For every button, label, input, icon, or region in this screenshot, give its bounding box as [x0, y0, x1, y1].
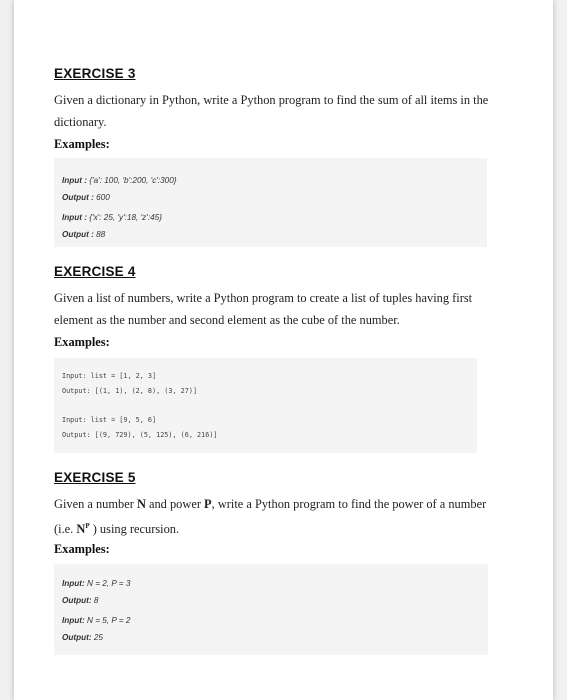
exercise-3-example-1-input: Input : {'a': 100, 'b':200, 'c':300}	[62, 176, 177, 185]
exercise-5-example-2-output: Output: 25	[62, 633, 103, 642]
exercise-4-description: Given a list of numbers, write a Python program to create a list of tuples having first element as the number and second element as the cube of the number.	[54, 291, 473, 327]
exercise-4-example-2-input: Input: list = [9, 5, 6]	[62, 416, 157, 424]
exercise-4-examples-box	[54, 358, 477, 453]
exercise-5-example-1-input: Input: N = 2, P = 3	[62, 579, 131, 588]
exercise-3-title: EXERCISE 3	[54, 66, 136, 81]
exercise-5-example-1-output: Output: 8	[62, 596, 99, 605]
exercise-3-example-2-output: Output : 88	[62, 230, 106, 239]
exercise-4-example-1-input: Input: list = [1, 2, 3]	[62, 372, 157, 380]
exercise-3-examples-label: Examples:	[54, 137, 110, 151]
exercise-4-example-1-output: Output: [(1, 1), (2, 8), (3, 27)]	[62, 387, 198, 395]
exercise-3-description: Given a dictionary in Python, write a Python program to find the sum of all items in the dictionary.	[54, 93, 489, 129]
exercise-5-title: EXERCISE 5	[54, 470, 136, 485]
exercise-5-example-2-input: Input: N = 5, P = 2	[62, 616, 131, 625]
exercise-3-example-1-output: Output : 600	[62, 193, 110, 202]
exercise-5-examples-box	[54, 564, 488, 655]
document-page	[14, 0, 553, 700]
exercise-3-example-2-input: Input : {'x': 25, 'y':18, 'z':45}	[62, 213, 162, 222]
exercise-5-description: Given a number N and power P, write a Python program to find the power of a number (i.e. $N^P$ ) using recursion.	[54, 497, 487, 537]
exercise-4-example-2-output: Output: [(9, 729), (5, 125), (6, 216)]	[62, 431, 218, 439]
exercise-3-examples-box	[54, 158, 487, 247]
exercise-5-examples-label: Examples:	[54, 542, 110, 556]
exercise-4-title: EXERCISE 4	[54, 264, 136, 279]
exercise-4-examples-label: Examples:	[54, 335, 110, 349]
